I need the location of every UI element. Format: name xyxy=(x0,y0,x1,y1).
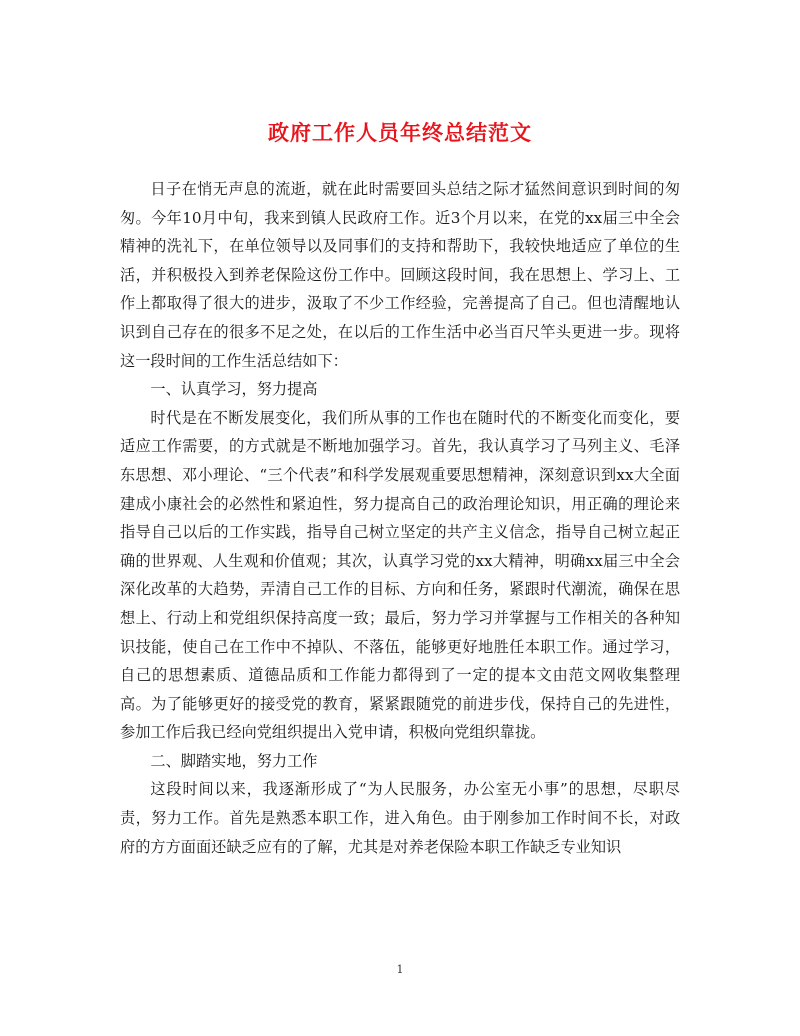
paragraph-intro: 日子在悄无声息的流逝，就在此时需要回头总结之际才猛然间意识到时间的匆匆。今年10月中旬，我来到镇人民政府工作。近3个月以来，在党的xx届三中全会精神的洗礼下，在单位领导以及同事们的支持和帮助下，我较快地适应了单位的生活，并积极投入到养老保险这份工作中。回顾这段时间，我在思想上、学习上、工作上都取得了很大的进步，汲取了不少工作经验，完善提高了自己。但也清醒地认识到自己存在的很多不足之处，在以后的工作生活中必当百尺竿头更进一步。现将这一段时间的工作生活总结如下： xyxy=(120,180,680,370)
section-heading-1: 一、认真学习，努力提高 xyxy=(150,380,318,399)
paragraph-work: 这段时间以来，我逐渐形成了“为人民服务，办公室无小事”的思想，尽职尽责，努力工作。首先是熟悉本职工作，进入角色。由于刚参加工作时间不长，对政府的方方面面还缺乏应有的了解，尤其是对养老保险本职工作缺乏专业知识 xyxy=(120,780,680,856)
page-number: 1 xyxy=(396,963,404,976)
document-title: 政府工作人员年终总结范文 xyxy=(268,120,532,146)
section-heading-2: 二、脚踏实地，努力工作 xyxy=(150,751,318,770)
document-body xyxy=(120,175,680,861)
paragraph-study: 时代是在不断发展变化，我们所从事的工作也在随时代的不断变化而变化，要适应工作需要，的方式就是不断地加强学习。首先，我认真学习了马列主义、毛泽东思想、邓小理论、“三个代表”和科学发展观重要思想精神，深刻意识到xx大全面建成小康社会的必然性和紧迫性，努力提高自己的政治理论知识，用正确的理论来指导自己以后的工作实践，指导自己树立坚定的共产主义信念，指导自己树立起正确的世界观、人生观和价值观；其次，认真学习党的xx大精神，明确xx届三中全会深化改革的大趋势，弄清自己工作的目标、方向和任务，紧跟时代潮流，确保在思想上、行动上和党组织保持高度一致；最后，努力学习并掌握与工作相关的各种知识技能，使自己在工作中不掉队、不落伍，能够更好地胜任本职工作。通过学习，自己的思想素质、道德品质和工作能力都得到了一定的提本文由范文网收集整理高。为了能够更好的接受党的教育，紧紧跟随党的前进步伐，保持自己的先进性，参加工作后我已经向党组织提出入党申请，积极向党组织靠拢。 xyxy=(120,408,680,742)
